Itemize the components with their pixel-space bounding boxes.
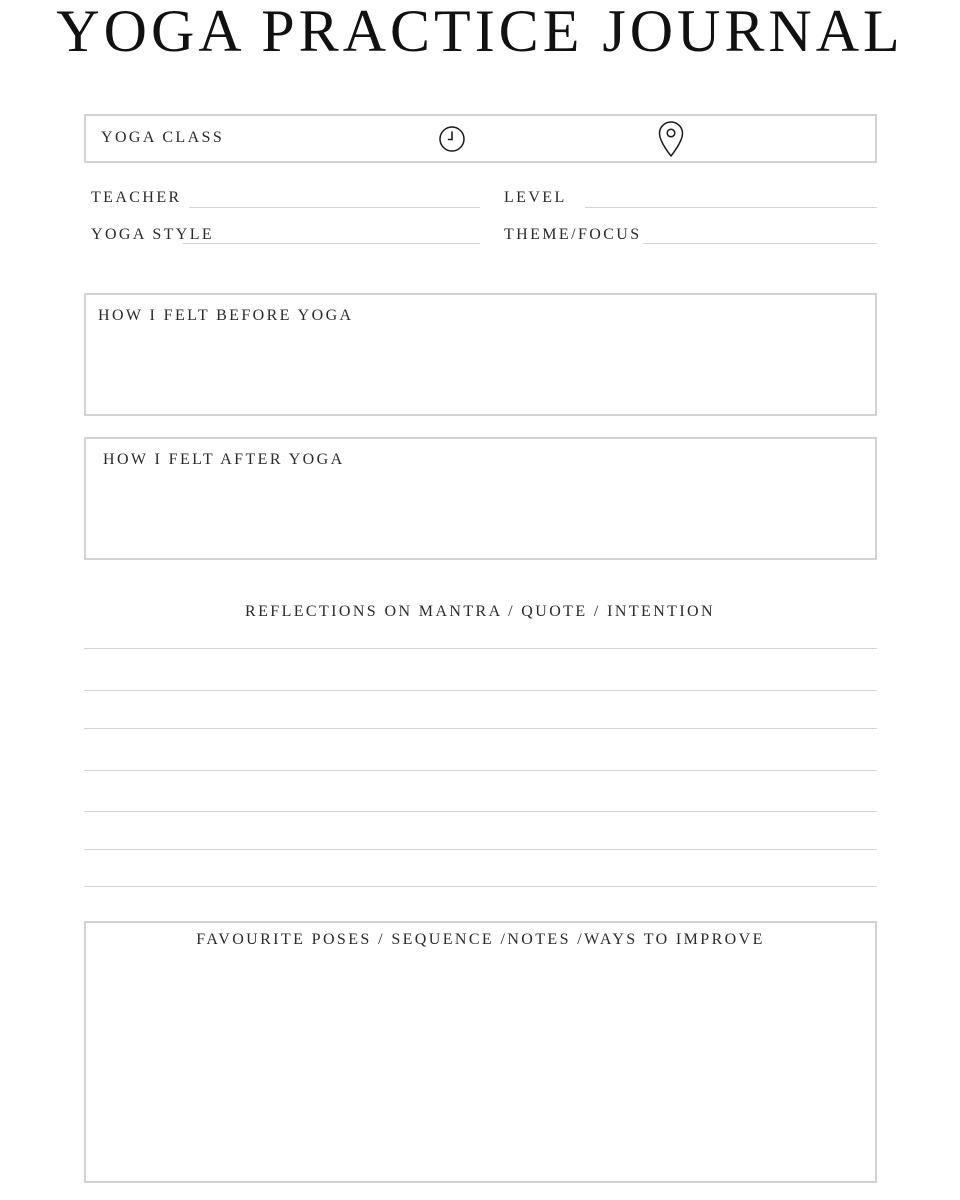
yoga-style-label: YOGA STYLE [91,226,215,243]
reflection-line[interactable] [84,690,877,691]
teacher-label: TEACHER [91,189,182,206]
reflection-line[interactable] [84,770,877,771]
felt-before-label: HOW I FELT BEFORE YOGA [98,307,354,324]
theme-focus-label: THEME/FOCUS [504,226,642,243]
page-title: YOGA PRACTICE JOURNAL [56,0,904,64]
teacher-field-line[interactable] [189,207,480,208]
level-label: LEVEL [504,189,567,206]
reflection-line[interactable] [84,648,877,649]
favourite-poses-box[interactable] [84,921,877,1183]
yoga-class-label: YOGA CLASS [101,129,225,146]
level-field-line[interactable] [585,207,877,208]
reflection-line[interactable] [84,849,877,850]
favourite-poses-heading: FAVOURITE POSES / SEQUENCE /NOTES /WAYS TO IMPROVE [196,931,765,948]
reflections-heading: REFLECTIONS ON MANTRA / QUOTE / INTENTION [245,603,715,620]
map-pin-icon [657,120,685,158]
clock-icon [438,125,466,153]
reflection-line[interactable] [84,728,877,729]
reflection-line[interactable] [84,886,877,887]
yoga-style-field-line[interactable] [183,243,480,244]
reflection-line[interactable] [84,811,877,812]
theme-focus-field-line[interactable] [643,243,877,244]
felt-after-label: HOW I FELT AFTER YOGA [103,451,345,468]
